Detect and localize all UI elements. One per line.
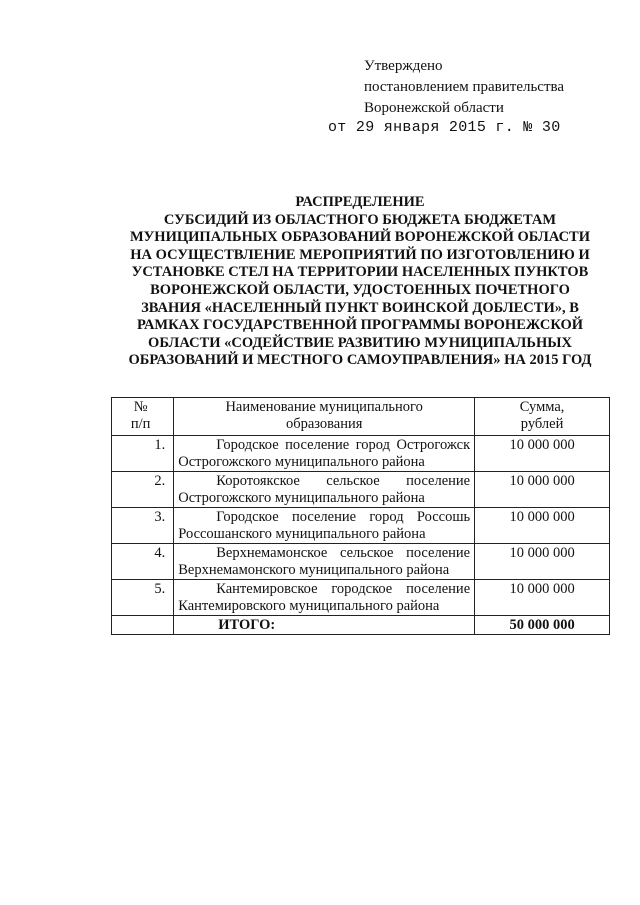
row-sum: 10 000 000 <box>475 580 610 616</box>
header-name <box>174 398 475 436</box>
row-number: 2. <box>112 472 174 508</box>
row-municipality-text: Коротоякское сельское поселение Острогожского муниципального района <box>178 473 471 506</box>
header-number <box>112 398 174 436</box>
row-municipality-text: Верхнемамонское сельское поселение Верхнемамонского муниципального района <box>178 545 471 578</box>
title-line: НА ОСУЩЕСТВЛЕНИЕ МЕРОПРИЯТИЙ ПО ИЗГОТОВЛЕНИЮ И <box>130 246 590 263</box>
approval-block <box>364 56 564 119</box>
header-number-line2: п/п <box>130 416 151 432</box>
header-number-line1: № <box>133 399 148 415</box>
total-empty-cell <box>112 616 174 635</box>
row-municipality <box>174 508 475 544</box>
table-row <box>112 472 610 508</box>
row-municipality <box>174 544 475 580</box>
approval-line-approved: Утверждено <box>364 58 443 74</box>
row-municipality-text: Кантемировское городское поселение Кантемировского муниципального района <box>178 581 471 614</box>
table-row <box>112 580 610 616</box>
row-municipality <box>174 580 475 616</box>
table-row <box>112 508 610 544</box>
row-municipality <box>174 436 475 472</box>
row-municipality <box>174 472 475 508</box>
title-line: СУБСИДИЙ ИЗ ОБЛАСТНОГО БЮДЖЕТА БЮДЖЕТАМ <box>163 211 557 228</box>
approval-line-region: Воронежской области <box>364 100 504 116</box>
row-sum: 10 000 000 <box>475 436 610 472</box>
table-header-row <box>112 398 610 436</box>
title-line: ВОРОНЕЖСКОЙ ОБЛАСТИ, УДОСТОЕННЫХ ПОЧЕТНОГО <box>150 281 570 298</box>
row-sum: 10 000 000 <box>475 472 610 508</box>
title-line: МУНИЦИПАЛЬНЫХ ОБРАЗОВАНИЙ ВОРОНЕЖСКОЙ ОБЛАСТИ <box>129 229 590 246</box>
total-label: ИТОГО: <box>174 616 475 635</box>
row-number: 1. <box>112 436 174 472</box>
header-name-line1: Наименование муниципального <box>225 399 423 415</box>
row-number: 5. <box>112 580 174 616</box>
header-name-line2: образования <box>285 416 363 432</box>
row-municipality-text: Городское поселение город Острогожск Острогожского муниципального района <box>178 437 471 470</box>
header-sum-line2: рублей <box>520 416 564 432</box>
row-sum: 10 000 000 <box>475 508 610 544</box>
row-municipality-text: Городское поселение город Россошь Россошанского муниципального района <box>178 509 471 542</box>
approval-date: от 29 января 2015 г. № 30 <box>328 119 561 136</box>
header-sum-line1: Сумма, <box>519 399 565 415</box>
header-sum <box>475 398 610 436</box>
title-line: ЗВАНИЯ «НАСЕЛЕННЫЙ ПУНКТ ВОИНСКОЙ ДОБЛЕСТИ», В <box>141 299 579 316</box>
row-number: 4. <box>112 544 174 580</box>
title-line: ОБРАЗОВАНИЙ И МЕСТНОГО САМОУПРАВЛЕНИЯ» НА 2015 ГОД <box>128 352 592 369</box>
document-title <box>100 194 620 370</box>
title-line: ОБЛАСТИ «СОДЕЙСТВИЕ РАЗВИТИЮ МУНИЦИПАЛЬНЫХ <box>148 334 572 351</box>
title-line: РАСПРЕДЕЛЕНИЕ <box>295 194 425 210</box>
approval-line-resolution: постановлением правительства <box>364 79 565 95</box>
subsidy-distribution-table <box>111 397 610 635</box>
table-row <box>112 436 610 472</box>
row-sum: 10 000 000 <box>475 544 610 580</box>
title-line: УСТАНОВКЕ СТЕЛ НА ТЕРРИТОРИИ НАСЕЛЕННЫХ ПУНКТОВ <box>131 264 589 281</box>
row-number: 3. <box>112 508 174 544</box>
table-row <box>112 544 610 580</box>
title-line: РАМКАХ ГОСУДАРСТВЕННОЙ ПРОГРАММЫ ВОРОНЕЖСКОЙ <box>136 317 584 334</box>
table-total-row <box>112 616 610 635</box>
total-sum: 50 000 000 <box>475 616 610 635</box>
